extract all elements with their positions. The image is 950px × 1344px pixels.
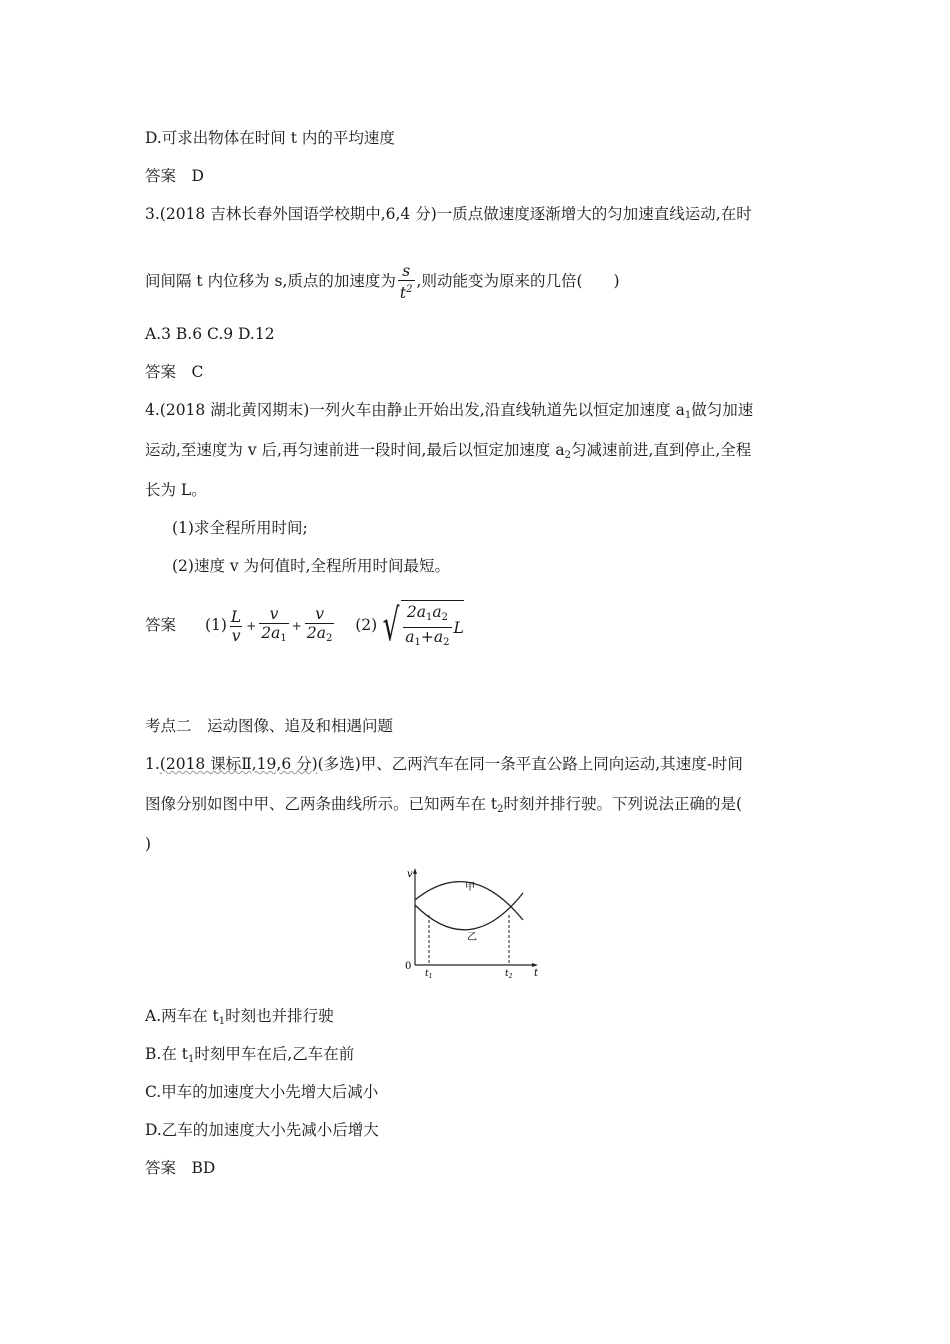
q4-text-b: 运动,至速度为 v 后,再匀速前进一段时间,最后以恒定加速度 a [145, 441, 565, 459]
s1-number: 1. [145, 755, 160, 773]
s1-stem-line2 [145, 794, 742, 820]
option-c: C.甲车的加速度大小先增大后减小 [145, 1083, 379, 1101]
q4-sub-a1: 1 [684, 410, 692, 421]
frac-2a1a2-over-sum: $\frac{2a_1a_2}{a_1+a_2}$ [403, 603, 451, 652]
s1-text: (多选)甲、乙两汽车在同一条平直公路上同向运动,其速度-时间 [317, 755, 743, 773]
option-a [145, 1006, 334, 1032]
q4-stem-line3: 长为 L。 [145, 481, 207, 499]
q3-options: A.3 B.6 C.9 D.12 [145, 325, 275, 343]
label-yi: 乙 [467, 932, 477, 943]
s1-source: (2018 课标Ⅱ,19,6 分) [159, 755, 318, 773]
frac-v-over-2a1: $\frac{v}{2a_1}$ [259, 605, 288, 648]
answer-q4: 答案 (1) $\frac{L}{v}$ + $\frac{v}{2a_1}$ + $\frac{v}{2a_2}$ (2) √ $\frac{2a_1a_2}{a_1+a_2}$ L [145, 600, 464, 651]
y-axis-arrow [413, 868, 417, 874]
frac-den-sup: 2 [406, 284, 413, 295]
q3-stem-line1: 3.(2018 吉林长春外国语学校期中,6,4 分)一质点做速度逐渐增大的匀加速直线运动,在时 [145, 205, 752, 223]
option-b-sub: 1 [187, 1054, 195, 1065]
x-axis-label: t [534, 968, 539, 979]
q3-text-before: 间间隔 t 内位移为 s,质点的加速度为 [145, 272, 396, 291]
answer-part1-label: (1) [204, 616, 227, 634]
q4-part1: (1)求全程所用时间; [172, 519, 308, 537]
option-b [145, 1044, 354, 1070]
answer-label: 答案 [145, 616, 177, 634]
q4-text-a2: 做匀加速 [691, 401, 754, 419]
origin-label: 0 [405, 961, 412, 972]
s1-stem-line1 [145, 754, 743, 774]
t1-label: $t_1$ [425, 969, 433, 980]
answer-q2: 答案 D [145, 167, 204, 185]
s1-sub-t2: 2 [497, 804, 504, 815]
y-axis-label: v [407, 869, 413, 880]
frac-den: t [399, 284, 407, 303]
answer-q3: 答案 C [145, 363, 204, 381]
sqrt-expression: √ $\frac{2a_1a_2}{a_1+a_2}$ L [382, 600, 464, 651]
option-b-text: B.在 t [145, 1045, 188, 1063]
q2-option-d: D.可求出物体在时间 t 内的平均速度 [145, 129, 395, 147]
x-axis-arrow [532, 963, 538, 967]
label-jia: 甲 [465, 882, 475, 893]
q4-stem-line1 [145, 400, 753, 426]
q4-text-b2: 匀减速前进,直到停止,全程 [570, 441, 752, 459]
answer-part2-label: (2) [355, 616, 378, 634]
frac-v-over-2a2: $\frac{v}{2a_2}$ [305, 605, 334, 648]
curve-yi [415, 893, 523, 930]
answer-s1: 答案 BD [145, 1159, 216, 1177]
q3-text-after: ,则动能变为原来的几倍( ) [416, 272, 620, 291]
s1-text-b2: 时刻并排行驶。下列说法正确的是( [503, 795, 743, 813]
s1-text-b: 图像分别如图中甲、乙两条曲线所示。已知两车在 t [145, 795, 498, 813]
accel-fraction [398, 262, 415, 302]
velocity-time-graph [405, 865, 545, 980]
option-b-text2: 时刻甲车在后,乙车在前 [194, 1045, 355, 1063]
option-a-sub: 1 [218, 1016, 226, 1027]
q4-stem-line2 [145, 440, 751, 466]
q4-sub-a2: 2 [564, 450, 571, 461]
q4-part2: (2)速度 v 为何值时,全程所用时间最短。 [172, 557, 450, 575]
q3-stem-line2 [145, 262, 620, 302]
t2-label: $t_2$ [505, 969, 513, 980]
frac-num: s [402, 262, 411, 280]
option-a-text2: 时刻也并排行驶 [225, 1007, 334, 1025]
frac-L-over-v: $\frac{L}{v}$ [230, 607, 242, 645]
q4-text-a: 4.(2018 湖北黄冈期末)一列火车由静止开始出发,沿直线轨道先以恒定加速度 a [145, 401, 685, 419]
s1-stem-line3: ) [145, 835, 152, 853]
section-heading: 考点二 运动图像、追及和相遇问题 [145, 717, 394, 735]
option-d: D.乙车的加速度大小先减小后增大 [145, 1121, 379, 1139]
option-a-text: A.两车在 t [145, 1007, 219, 1025]
